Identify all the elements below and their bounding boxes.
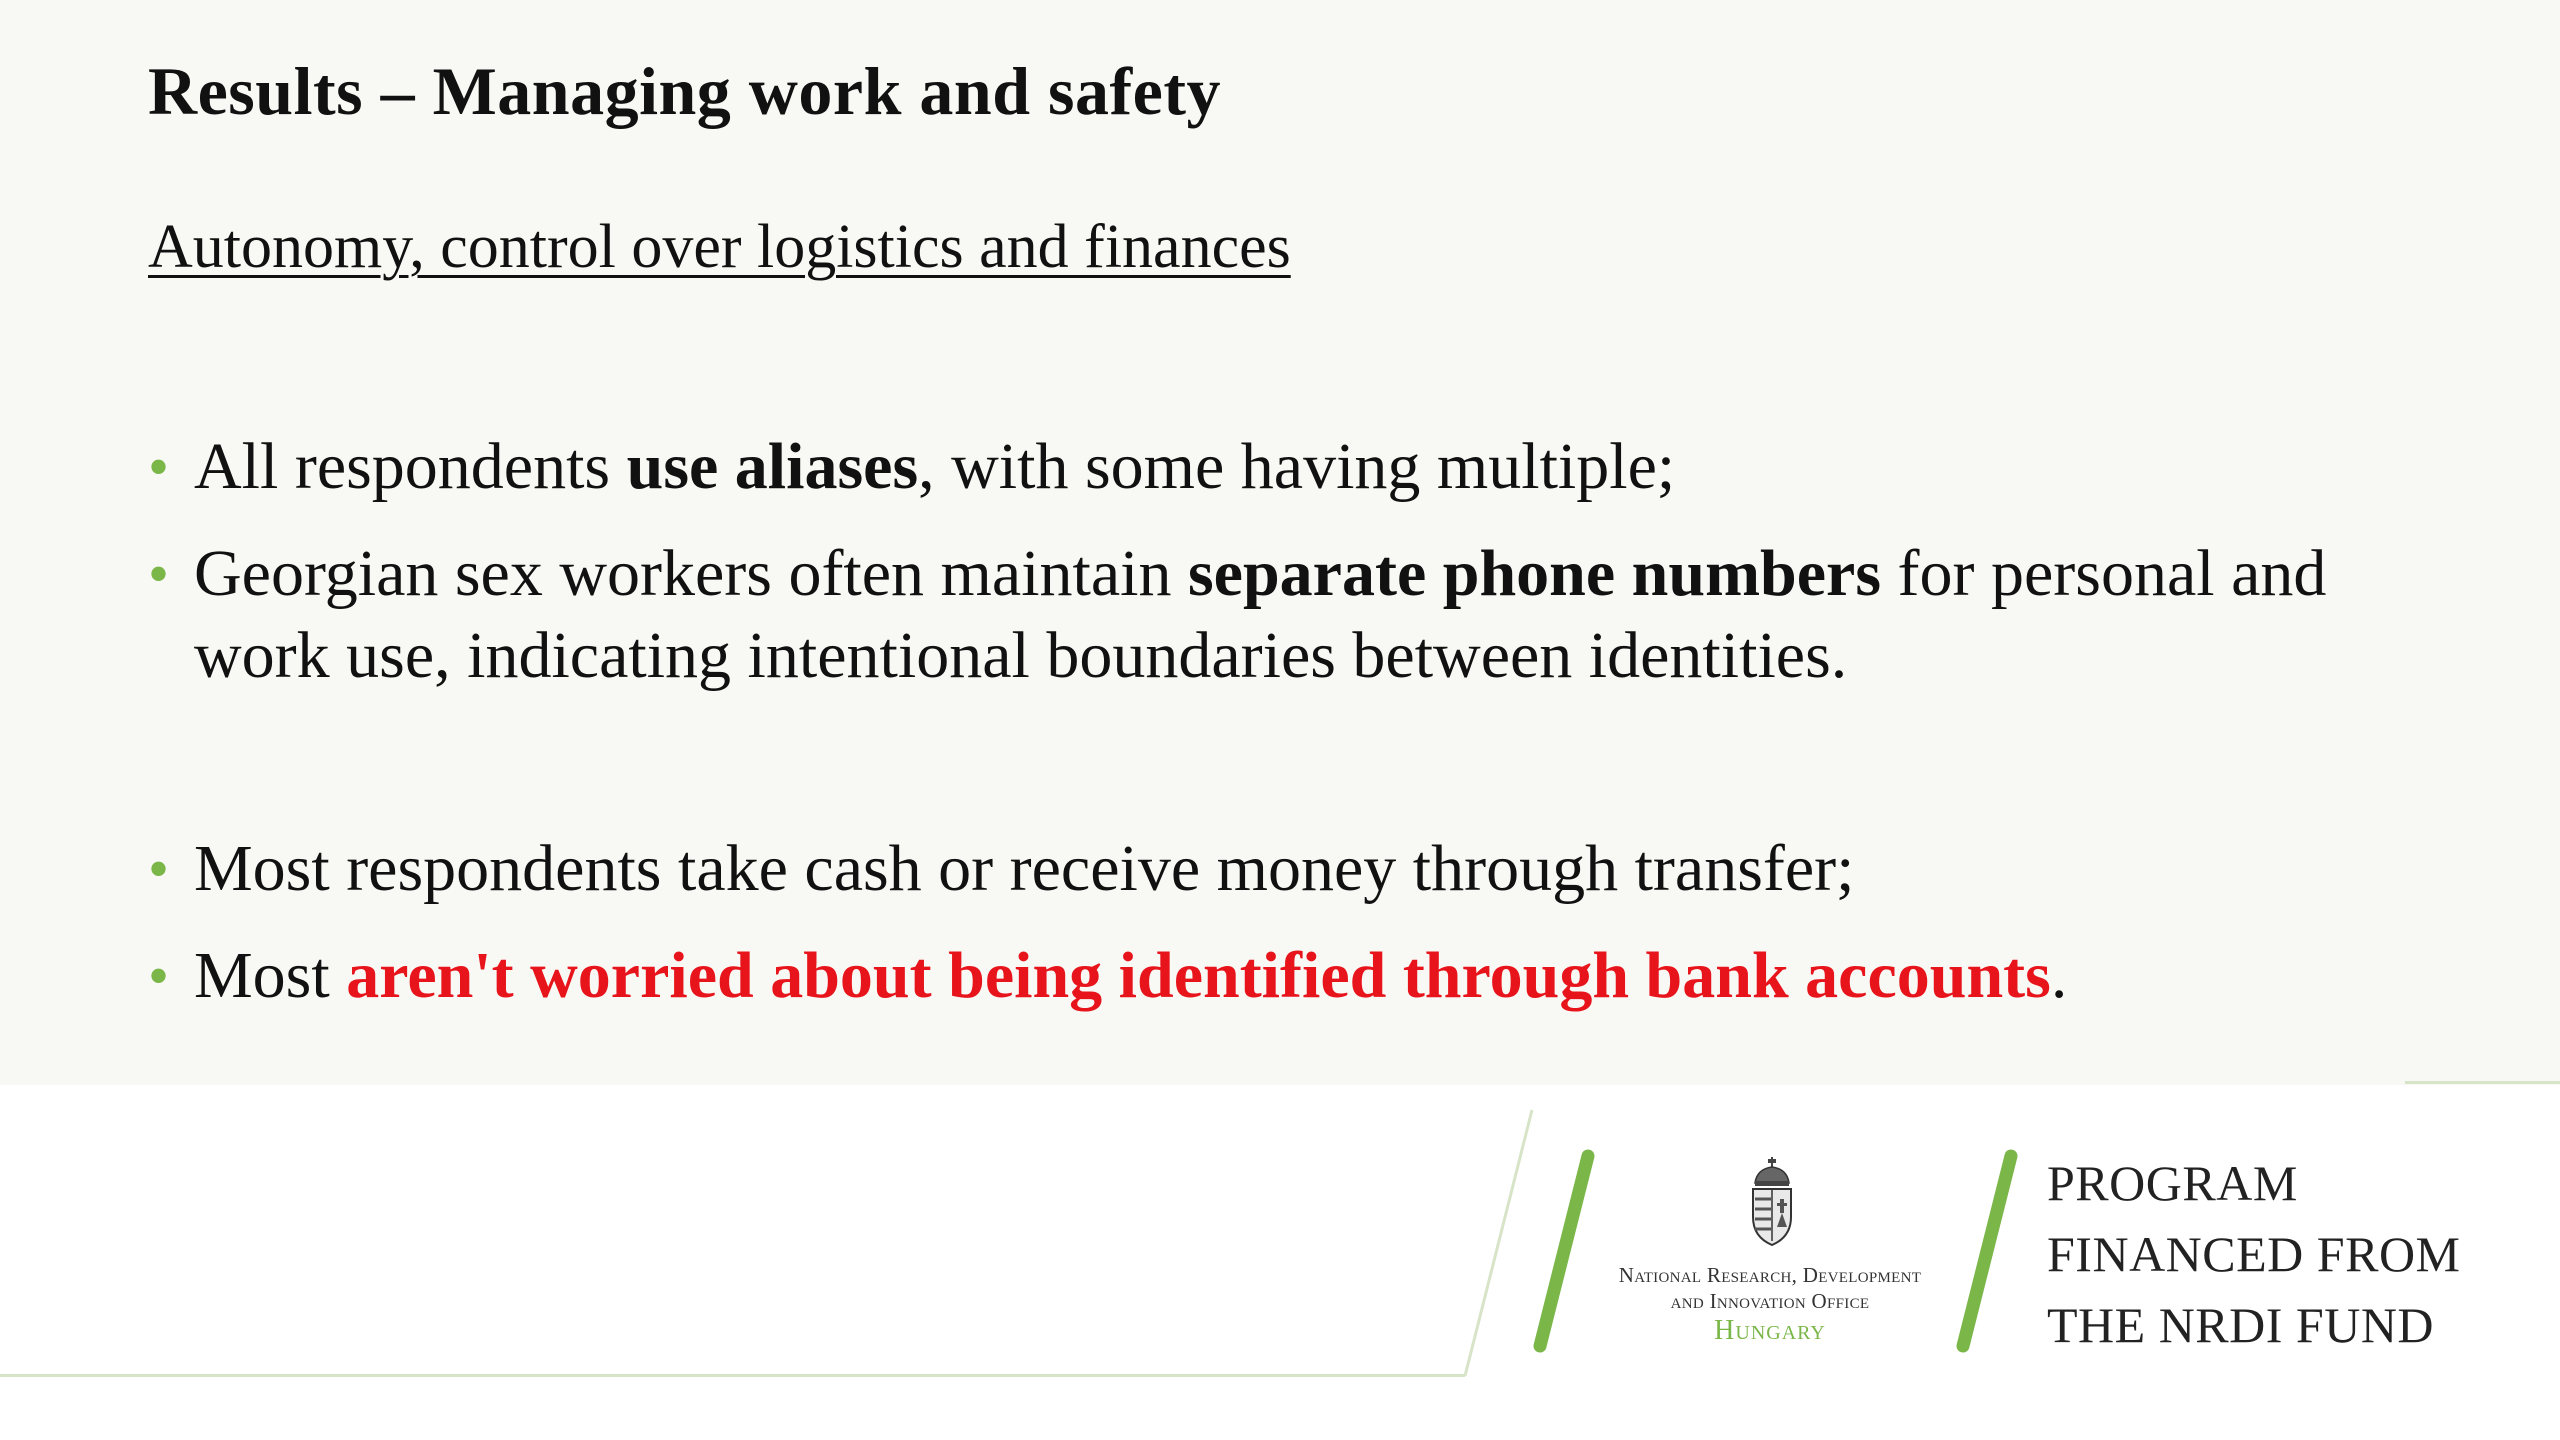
bullet-emphasis: use aliases (626, 430, 919, 503)
bullet-item (148, 935, 2448, 1017)
bullet-text (194, 426, 2448, 508)
bullet-item (148, 533, 2448, 697)
bullet-emphasis: separate phone numbers (1188, 537, 1882, 610)
footer-divider (0, 1374, 1465, 1377)
office-country: Hungary (1714, 1315, 1826, 1346)
bullet-dot-icon: • (148, 541, 170, 607)
program-financing-label (2047, 1148, 2461, 1361)
bullet-text-part: for personal and work use, indicating intentional boundaries between identities. (194, 537, 2327, 692)
bullet-dot-icon: • (148, 943, 170, 1009)
bullet-text-part: All respondents (194, 430, 627, 503)
bullet-text-part: , with some having multiple; (918, 430, 1676, 503)
office-name-line: National Research, Development (1618, 1263, 1922, 1287)
slide-title: Results – Managing work and safety (148, 53, 1221, 129)
program-line: FINANCED FROM (2047, 1226, 2461, 1282)
bullet-text-part: Most (194, 939, 347, 1012)
footer-divider (2405, 1081, 2560, 1084)
bullet-text: Most respondents take cash or receive money through transfer; (194, 832, 1855, 905)
bullet-text-part: . (2050, 939, 2068, 1012)
program-line: THE NRDI FUND (2047, 1297, 2435, 1353)
bullet-text (194, 935, 2448, 1017)
bullet-dot-icon: • (148, 836, 170, 902)
bullet-dot-icon: • (148, 434, 170, 500)
bullet-item (148, 426, 2448, 508)
slide-subtitle: Autonomy, control over logistics and finances (148, 213, 1291, 281)
program-line: PROGRAM (2047, 1155, 2298, 1211)
office-name-line: and Innovation Office (1670, 1289, 1870, 1313)
bullet-highlight: aren't worried about being identified through bank accounts (346, 939, 2051, 1012)
bullet-item (148, 828, 2448, 910)
bullet-text (194, 533, 2448, 697)
office-name (1590, 1262, 1950, 1314)
bullet-text-part: Georgian sex workers often maintain (194, 537, 1188, 610)
hungarian-coat-of-arms-icon (1747, 1157, 1797, 1247)
